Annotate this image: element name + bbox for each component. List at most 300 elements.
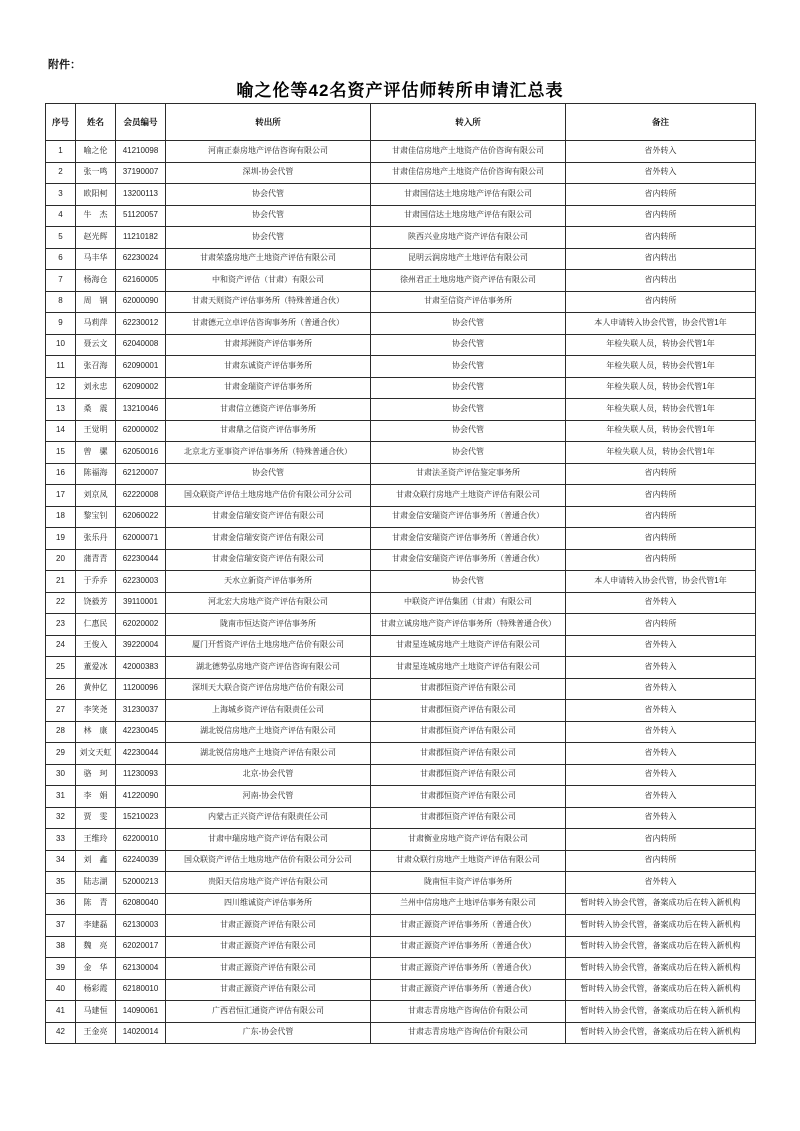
cell-name: 李笑尧 [76,700,116,722]
header-from-firm: 转出所 [166,104,371,141]
cell-member-id: 62230012 [116,313,166,335]
table-row [46,205,756,227]
cell-no: 2 [46,162,76,184]
cell-member-id: 62050016 [116,442,166,464]
cell-remark: 暂时转入协会代管，备案成功后在转入新机构 [566,1022,756,1044]
cell-from-firm: 深圳天大联合资产评估房地产估价有限公司 [166,678,371,700]
table-row [46,334,756,356]
cell-remark: 本人申请转入协会代管，协会代管1年 [566,313,756,335]
cell-remark: 省外转入 [566,678,756,700]
cell-name: 赵光辉 [76,227,116,249]
cell-from-firm: 甘肃金信瑞安资产评估有限公司 [166,506,371,528]
cell-no: 26 [46,678,76,700]
cell-from-firm: 甘肃鼎之信资产评估事务所 [166,420,371,442]
cell-remark: 暂时转入协会代管，备案成功后在转入新机构 [566,1001,756,1023]
cell-to-firm: 甘肃佳信房地产土地资产估价咨询有限公司 [371,141,566,163]
cell-to-firm: 甘肃法圣资产评估鉴定事务所 [371,463,566,485]
cell-from-firm: 甘肃荣盛房地产土地资产评估有限公司 [166,248,371,270]
cell-remark: 省外转入 [566,764,756,786]
table-row [46,162,756,184]
cell-to-firm: 甘肃郡恒资产评估有限公司 [371,807,566,829]
cell-to-firm: 甘肃众联行房地产土地资产评估有限公司 [371,850,566,872]
cell-to-firm: 兰州中信房地产土地评估事务有限公司 [371,893,566,915]
cell-no: 10 [46,334,76,356]
cell-member-id: 62090001 [116,356,166,378]
cell-remark: 省内转所 [566,528,756,550]
table-row [46,1001,756,1023]
cell-no: 35 [46,872,76,894]
table-row [46,549,756,571]
cell-from-firm: 厦门开哲资产评估土地房地产估价有限公司 [166,635,371,657]
cell-name: 王金亮 [76,1022,116,1044]
header-member-id: 会员编号 [116,104,166,141]
cell-from-firm: 甘肃正源资产评估有限公司 [166,958,371,980]
cell-member-id: 62020002 [116,614,166,636]
cell-to-firm: 甘肃正源资产评估事务所（普通合伙） [371,958,566,980]
cell-from-firm: 广西君恒汇通资产评估有限公司 [166,1001,371,1023]
cell-member-id: 62120007 [116,463,166,485]
cell-no: 38 [46,936,76,958]
cell-remark: 省外转入 [566,743,756,765]
cell-member-id: 42230045 [116,721,166,743]
cell-name: 喻之伦 [76,141,116,163]
cell-name: 周 钢 [76,291,116,313]
cell-member-id: 42230044 [116,743,166,765]
cell-from-firm: 四川维诚资产评估事务所 [166,893,371,915]
table-row [46,184,756,206]
cell-from-firm: 甘肃邦洲资产评估事务所 [166,334,371,356]
cell-no: 25 [46,657,76,679]
cell-remark: 省外转入 [566,657,756,679]
cell-from-firm: 河南-协会代管 [166,786,371,808]
table-row [46,700,756,722]
cell-from-firm: 协会代管 [166,227,371,249]
cell-to-firm: 甘肃国信达土地房地产评估有限公司 [371,184,566,206]
cell-member-id: 62230003 [116,571,166,593]
cell-no: 1 [46,141,76,163]
cell-remark: 省外转入 [566,592,756,614]
cell-from-firm: 甘肃信立德资产评估事务所 [166,399,371,421]
cell-remark: 省外转入 [566,162,756,184]
cell-name: 张一鸣 [76,162,116,184]
cell-from-firm: 甘肃正源资产评估有限公司 [166,936,371,958]
cell-remark: 年检失联人员，转协会代管1年 [566,399,756,421]
cell-from-firm: 协会代管 [166,463,371,485]
table-row [46,872,756,894]
cell-name: 马建恒 [76,1001,116,1023]
cell-name: 曾 骡 [76,442,116,464]
cell-remark: 省内转所 [566,506,756,528]
cell-to-firm: 甘肃衡业房地产资产评估有限公司 [371,829,566,851]
cell-from-firm: 北京北方亚事资产评估事务所（特殊普通合伙） [166,442,371,464]
cell-from-firm: 贵阳天信房地产资产评估有限公司 [166,872,371,894]
table-row [46,506,756,528]
table-row [46,377,756,399]
cell-to-firm: 甘肃郡恒资产评估有限公司 [371,764,566,786]
cell-no: 3 [46,184,76,206]
cell-from-firm: 天水立新资产评估事务所 [166,571,371,593]
cell-to-firm: 甘肃立诚房地产资产评估事务所（特殊普通合伙） [371,614,566,636]
table-row [46,721,756,743]
cell-name: 李 娟 [76,786,116,808]
cell-no: 13 [46,399,76,421]
cell-member-id: 62000002 [116,420,166,442]
cell-no: 42 [46,1022,76,1044]
cell-remark: 省内转所 [566,227,756,249]
cell-to-firm: 甘肃金信安瑞资产评估事务所（普通合伙） [371,506,566,528]
table-row [46,915,756,937]
cell-from-firm: 河南正泰房地产评估咨询有限公司 [166,141,371,163]
header-row [46,104,756,141]
table-row [46,528,756,550]
cell-to-firm: 协会代管 [371,334,566,356]
table-row [46,313,756,335]
cell-name: 林 康 [76,721,116,743]
cell-to-firm: 甘肃志青房地产咨询估价有限公司 [371,1001,566,1023]
table-row [46,958,756,980]
header-name: 姓名 [76,104,116,141]
cell-name: 刘京凤 [76,485,116,507]
cell-remark: 年检失联人员，转协会代管1年 [566,420,756,442]
cell-from-firm: 国众联资产评估土地房地产估价有限公司分公司 [166,485,371,507]
cell-no: 30 [46,764,76,786]
cell-from-firm: 甘肃金信瑞安资产评估有限公司 [166,528,371,550]
cell-to-firm: 协会代管 [371,313,566,335]
cell-from-firm: 甘肃天则资产评估事务所（特殊普通合伙） [166,291,371,313]
table-row [46,248,756,270]
cell-to-firm: 协会代管 [371,442,566,464]
cell-from-firm: 协会代管 [166,184,371,206]
cell-to-firm: 协会代管 [371,399,566,421]
cell-no: 39 [46,958,76,980]
cell-name: 金 华 [76,958,116,980]
cell-to-firm: 协会代管 [371,420,566,442]
cell-name: 刘文天虹 [76,743,116,765]
cell-to-firm: 甘肃正源资产评估事务所（普通合伙） [371,979,566,1001]
cell-to-firm: 甘肃佳信房地产土地资产估价咨询有限公司 [371,162,566,184]
cell-remark: 省内转所 [566,829,756,851]
cell-no: 4 [46,205,76,227]
cell-member-id: 14020014 [116,1022,166,1044]
table-row [46,463,756,485]
cell-to-firm: 甘肃正源资产评估事务所（普通合伙） [371,936,566,958]
transfer-summary-table [45,103,756,1044]
cell-member-id: 11210182 [116,227,166,249]
cell-no: 23 [46,614,76,636]
cell-no: 8 [46,291,76,313]
cell-remark: 省内转所 [566,614,756,636]
cell-name: 张召海 [76,356,116,378]
cell-no: 19 [46,528,76,550]
cell-to-firm: 甘肃众联行房地产土地资产评估有限公司 [371,485,566,507]
table-row [46,614,756,636]
cell-name: 马莉萍 [76,313,116,335]
cell-no: 9 [46,313,76,335]
cell-no: 14 [46,420,76,442]
cell-member-id: 39220004 [116,635,166,657]
cell-from-firm: 陇南市恒达资产评估事务所 [166,614,371,636]
table-row [46,291,756,313]
cell-member-id: 41220090 [116,786,166,808]
cell-member-id: 13200113 [116,184,166,206]
cell-member-id: 62230024 [116,248,166,270]
cell-remark: 年检失联人员，转协会代管1年 [566,377,756,399]
cell-name: 聂云文 [76,334,116,356]
cell-remark: 年检失联人员，转协会代管1年 [566,356,756,378]
cell-from-firm: 湖北德势弘房地产资产评估咨询有限公司 [166,657,371,679]
table-body [46,141,756,1044]
table-row [46,420,756,442]
cell-remark: 省内转所 [566,485,756,507]
cell-remark: 暂时转入协会代管，备案成功后在转入新机构 [566,979,756,1001]
cell-from-firm: 深圳-协会代管 [166,162,371,184]
table-row [46,829,756,851]
cell-to-firm: 甘肃志青房地产咨询估价有限公司 [371,1022,566,1044]
cell-from-firm: 甘肃金瑞资产评估事务所 [166,377,371,399]
table-row [46,635,756,657]
cell-remark: 省外转入 [566,635,756,657]
cell-no: 20 [46,549,76,571]
cell-member-id: 62240039 [116,850,166,872]
cell-member-id: 62080040 [116,893,166,915]
cell-from-firm: 甘肃正源资产评估有限公司 [166,915,371,937]
cell-remark: 省外转入 [566,807,756,829]
cell-to-firm: 甘肃郡恒资产评估有限公司 [371,700,566,722]
table-row [46,141,756,163]
cell-from-firm: 中和资产评估（甘肃）有限公司 [166,270,371,292]
cell-no: 6 [46,248,76,270]
cell-name: 魏 亮 [76,936,116,958]
cell-remark: 省外转入 [566,700,756,722]
cell-to-firm: 陕西兴业房地产资产评估有限公司 [371,227,566,249]
cell-name: 于乔乔 [76,571,116,593]
cell-member-id: 52000213 [116,872,166,894]
cell-no: 7 [46,270,76,292]
cell-to-firm: 协会代管 [371,571,566,593]
cell-to-firm: 甘肃国信达土地房地产评估有限公司 [371,205,566,227]
cell-remark: 暂时转入协会代管，备案成功后在转入新机构 [566,915,756,937]
cell-to-firm: 中联资产评估集团（甘肃）有限公司 [371,592,566,614]
cell-to-firm: 协会代管 [371,377,566,399]
cell-to-firm: 甘肃郡恒资产评估有限公司 [371,678,566,700]
table-row [46,227,756,249]
cell-name: 陈福海 [76,463,116,485]
cell-member-id: 62130003 [116,915,166,937]
cell-member-id: 11230093 [116,764,166,786]
cell-no: 31 [46,786,76,808]
cell-member-id: 62220008 [116,485,166,507]
cell-no: 34 [46,850,76,872]
cell-name: 欧阳柯 [76,184,116,206]
cell-no: 12 [46,377,76,399]
cell-from-firm: 甘肃东诚资产评估事务所 [166,356,371,378]
cell-to-firm: 徐州君正土地房地产资产评估有限公司 [371,270,566,292]
cell-member-id: 39110001 [116,592,166,614]
cell-member-id: 51120057 [116,205,166,227]
cell-member-id: 62200010 [116,829,166,851]
cell-remark: 省内转所 [566,184,756,206]
cell-to-firm: 甘肃星连城房地产土地资产评估有限公司 [371,657,566,679]
cell-to-firm: 甘肃正源资产评估事务所（普通合伙） [371,915,566,937]
cell-member-id: 62000090 [116,291,166,313]
cell-name: 王维玲 [76,829,116,851]
cell-name: 陆志湖 [76,872,116,894]
table-row [46,850,756,872]
cell-name: 刘 鑫 [76,850,116,872]
cell-to-firm: 甘肃星连城房地产土地资产评估有限公司 [371,635,566,657]
cell-remark: 省外转入 [566,872,756,894]
cell-member-id: 42000383 [116,657,166,679]
table-row [46,893,756,915]
cell-from-firm: 上海城乡资产评估有限责任公司 [166,700,371,722]
table-row [46,657,756,679]
cell-from-firm: 甘肃金信瑞安资产评估有限公司 [166,549,371,571]
cell-from-firm: 协会代管 [166,205,371,227]
cell-name: 王觉明 [76,420,116,442]
cell-remark: 暂时转入协会代管，备案成功后在转入新机构 [566,893,756,915]
cell-name: 杨彩霞 [76,979,116,1001]
table-row [46,807,756,829]
cell-name: 刘永忠 [76,377,116,399]
cell-from-firm: 湖北锐信房地产土地资产评估有限公司 [166,743,371,765]
cell-from-firm: 河北宏大房地产资产评估有限公司 [166,592,371,614]
cell-name: 骆 珂 [76,764,116,786]
cell-member-id: 41210098 [116,141,166,163]
cell-remark: 本人申请转入协会代管，协会代管1年 [566,571,756,593]
cell-name: 仁惠民 [76,614,116,636]
cell-remark: 省内转所 [566,850,756,872]
cell-name: 饶毅芳 [76,592,116,614]
cell-no: 36 [46,893,76,915]
cell-name: 桑 震 [76,399,116,421]
cell-to-firm: 协会代管 [371,356,566,378]
cell-remark: 省内转所 [566,463,756,485]
cell-no: 5 [46,227,76,249]
table-row [46,979,756,1001]
cell-from-firm: 湖北锐信房地产土地资产评估有限公司 [166,721,371,743]
cell-remark: 省外转入 [566,721,756,743]
cell-member-id: 15210023 [116,807,166,829]
cell-no: 17 [46,485,76,507]
cell-to-firm: 甘肃金信安瑞资产评估事务所（普通合伙） [371,549,566,571]
cell-name: 黄仲亿 [76,678,116,700]
cell-remark: 省内转所 [566,291,756,313]
cell-no: 37 [46,915,76,937]
cell-member-id: 11200096 [116,678,166,700]
cell-no: 15 [46,442,76,464]
cell-name: 黎宝钊 [76,506,116,528]
cell-member-id: 62180010 [116,979,166,1001]
cell-remark: 年检失联人员，转协会代管1年 [566,442,756,464]
cell-member-id: 13210046 [116,399,166,421]
table-row [46,743,756,765]
cell-member-id: 31230037 [116,700,166,722]
cell-name: 贾 雯 [76,807,116,829]
table-row [46,1022,756,1044]
cell-name: 李建磊 [76,915,116,937]
cell-member-id: 62090002 [116,377,166,399]
cell-member-id: 14090061 [116,1001,166,1023]
cell-remark: 暂时转入协会代管，备案成功后在转入新机构 [566,936,756,958]
header-to-firm: 转入所 [371,104,566,141]
cell-remark: 省内转所 [566,205,756,227]
cell-no: 27 [46,700,76,722]
cell-to-firm: 甘肃至信资产评估事务所 [371,291,566,313]
table-row [46,786,756,808]
table-row [46,399,756,421]
cell-from-firm: 国众联资产评估土地房地产估价有限公司分公司 [166,850,371,872]
cell-to-firm: 甘肃郡恒资产评估有限公司 [371,721,566,743]
cell-to-firm: 甘肃郡恒资产评估有限公司 [371,786,566,808]
attachment-label: 附件： [48,59,81,71]
cell-to-firm: 陇南恒丰资产评估事务所 [371,872,566,894]
header-no: 序号 [46,104,76,141]
cell-remark: 省外转入 [566,786,756,808]
cell-from-firm: 广东-协会代管 [166,1022,371,1044]
cell-member-id: 62130004 [116,958,166,980]
cell-from-firm: 甘肃正源资产评估有限公司 [166,979,371,1001]
cell-remark: 年检失联人员，转协会代管1年 [566,334,756,356]
cell-name: 马丰华 [76,248,116,270]
cell-name: 杨海仓 [76,270,116,292]
table-row [46,678,756,700]
cell-from-firm: 甘肃德元立卓评估咨询事务所（普通合伙） [166,313,371,335]
cell-member-id: 62230044 [116,549,166,571]
cell-name: 张乐丹 [76,528,116,550]
table-header [46,104,756,141]
cell-remark: 暂时转入协会代管，备案成功后在转入新机构 [566,958,756,980]
table-row [46,442,756,464]
cell-remark: 省外转入 [566,141,756,163]
header-remark: 备注 [566,104,756,141]
cell-member-id: 37190007 [116,162,166,184]
cell-name: 陈 青 [76,893,116,915]
cell-no: 41 [46,1001,76,1023]
table-row [46,592,756,614]
cell-member-id: 62060022 [116,506,166,528]
cell-name: 王俊入 [76,635,116,657]
cell-no: 22 [46,592,76,614]
cell-from-firm: 北京-协会代管 [166,764,371,786]
table-row [46,936,756,958]
cell-no: 29 [46,743,76,765]
table-row [46,485,756,507]
cell-to-firm: 甘肃郡恒资产评估有限公司 [371,743,566,765]
table-row [46,764,756,786]
cell-from-firm: 甘肃中瑞房地产资产评估有限公司 [166,829,371,851]
table-row [46,356,756,378]
table-row [46,270,756,292]
table-row [46,571,756,593]
cell-to-firm: 甘肃金信安瑞资产评估事务所（普通合伙） [371,528,566,550]
cell-remark: 省内转所 [566,549,756,571]
cell-member-id: 62000071 [116,528,166,550]
cell-name: 董爱冰 [76,657,116,679]
cell-name: 蒲青青 [76,549,116,571]
cell-no: 18 [46,506,76,528]
cell-no: 11 [46,356,76,378]
cell-remark: 省内转出 [566,270,756,292]
cell-no: 40 [46,979,76,1001]
cell-remark: 省内转出 [566,248,756,270]
cell-name: 牛 杰 [76,205,116,227]
cell-member-id: 62160005 [116,270,166,292]
cell-no: 24 [46,635,76,657]
cell-no: 33 [46,829,76,851]
cell-no: 16 [46,463,76,485]
cell-no: 28 [46,721,76,743]
cell-member-id: 62040008 [116,334,166,356]
